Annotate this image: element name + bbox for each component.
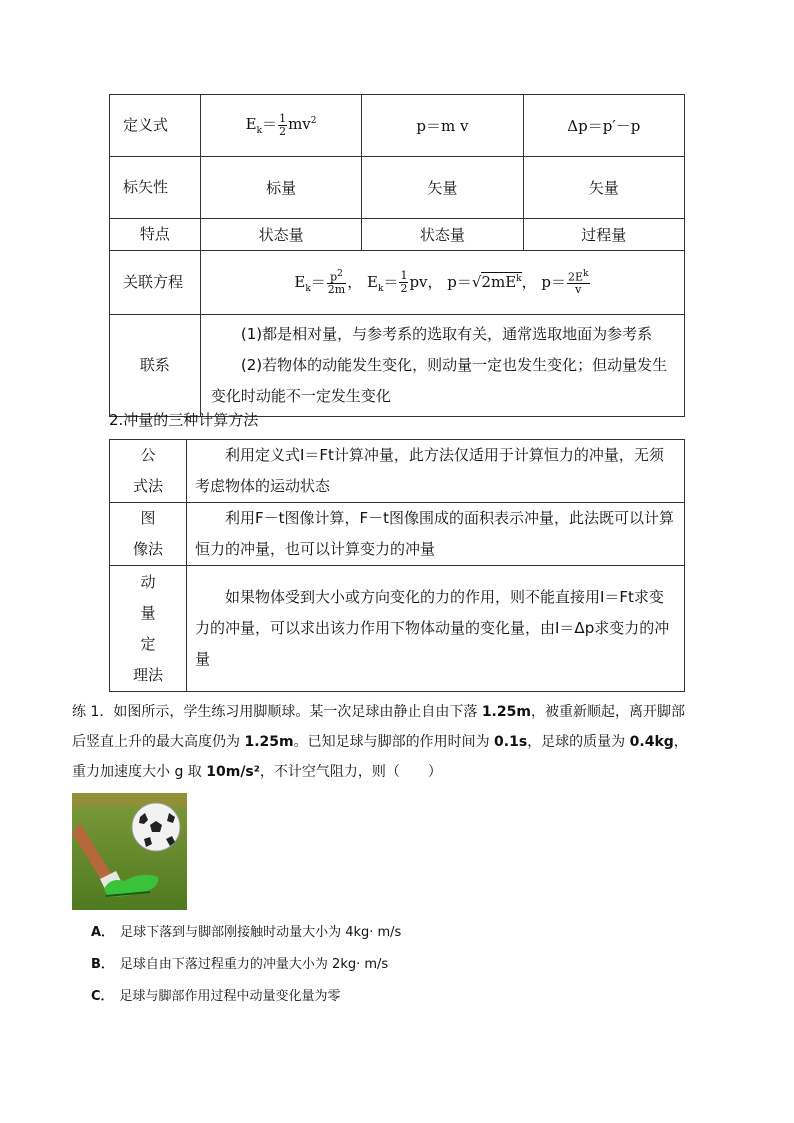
table-row [110,315,685,417]
table-cell: 状态量 [200,219,361,251]
comparison-table [109,94,685,417]
row-label: 特点 [110,219,201,251]
table-row [110,219,685,251]
relation-equations: $E_k=$ $\frac{p^2}{2m}$ ， $E_k=$ $\frac{1}{2}$ pv， $p=√2mE^k$， p＝ $\frac{2E^k}{v}$ [200,251,684,315]
method-label: 图 像法 [110,503,187,566]
table-row [110,251,685,315]
table-row [110,440,685,503]
table-row [110,95,685,157]
exercise-question: 练 1．如图所示，学生练习用脚顺球。某一次足球由静止自由下落 1.25m，被重新顺起，离开脚部后竖直上升的最大高度仍为 1.25m。已知足球与脚部的作用时间为 0.1s，足球的质量为 0.4kg，重力加速度大小 g 取 10m/s²，不计空气阻力，则（ ） [72,704,688,780]
row-label: 定义式 [110,95,201,157]
method-text: 利用定义式I＝Ft计算冲量，此方法仅适用于计算恒力的冲量，无须考虑物体的运动状态 [187,440,685,503]
method-text: 如果物体受到大小或方向变化的力的作用，则不能直接用I＝Ft求变力的冲量，可以求出该力作用下物体动量的变化量，由I＝Δp求变力的冲量 [187,566,685,692]
relation-line-1: (1)都是相对量，与参考系的选取有关，通常选取地面为参考系 [240,325,653,343]
method-label: 公 式法 [110,440,187,503]
table-cell: 过程量 [523,219,684,251]
method-text: 利用F－t图像计算，F－t图像围成的面积表示冲量，此法既可以计算恒力的冲量，也可以计算变力的冲量 [187,503,685,566]
soccer-ball-photo [72,793,187,910]
relation-line-2: (2)若物体的动能发生变化，则动量一定也发生变化；但动量发生变化时动能不一定发生变化 [210,356,668,405]
section-heading: 2.冲量的三种计算方法 [109,411,259,429]
row-label: 联系 [110,315,201,417]
method-label: 动 量 定 理法 [110,566,187,692]
impulse-methods-table [109,439,685,692]
row-label: 标矢性 [110,157,201,219]
table-cell: 标量 [200,157,361,219]
table-cell: 状态量 [362,219,523,251]
momentum-change-definition: Δp＝p′－p [523,95,684,157]
table-row [110,566,685,692]
table-row [110,503,685,566]
table-row [110,157,685,219]
table-cell: 矢量 [362,157,523,219]
option-c[interactable]: C． 足球与脚部作用过程中动量变化量为零 [91,989,341,1004]
momentum-definition: p＝m v [362,95,523,157]
kinetic-energy-definition: $E_k=$ $\frac{1}{2}$ $mv^2$ [200,95,361,157]
relation-text [200,315,684,417]
row-label: 关联方程 [110,251,201,315]
option-a[interactable]: A． 足球下落到与脚部刚接触时动量大小为 4kg· m/s [91,925,402,940]
table-cell: 矢量 [523,157,684,219]
option-b[interactable]: B． 足球自由下落过程重力的冲量大小为 2kg· m/s [91,957,389,972]
